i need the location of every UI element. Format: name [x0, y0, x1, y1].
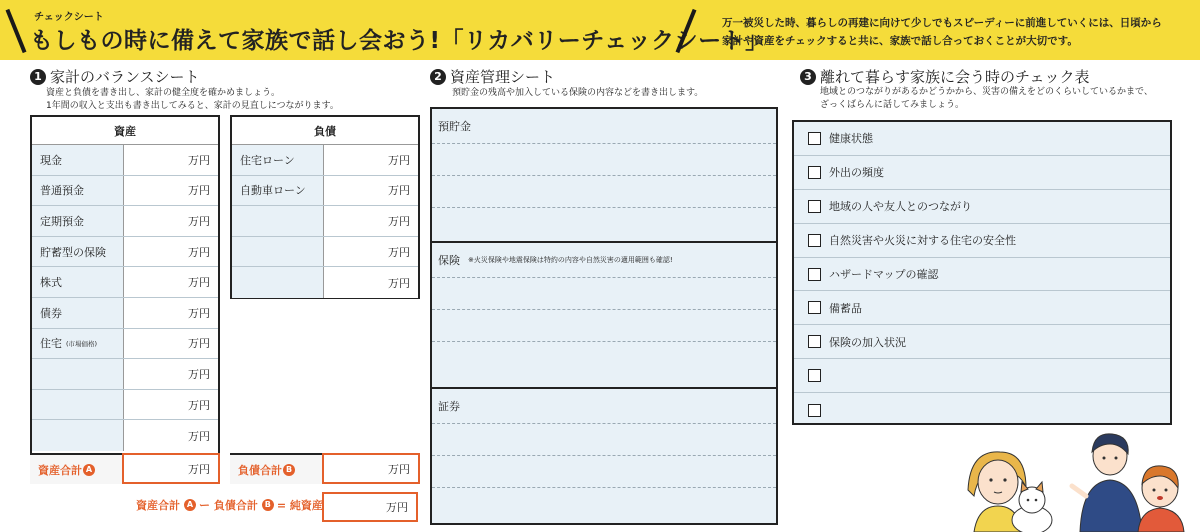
assets-row [32, 420, 218, 451]
header-slash-left [6, 9, 27, 53]
checklist-item [794, 156, 1170, 190]
assets-row-value-field[interactable]: 万円 [124, 206, 218, 236]
asset-block [432, 243, 776, 389]
assets-row-value-field[interactable]: 万円 [124, 298, 218, 328]
checklist-rows [794, 122, 1170, 427]
assets-row-label [32, 329, 124, 359]
header-desc-line1: 万一被災した時、暮らしの再建に向けて少しでもスピーディーに前進していくには、日頃から [722, 17, 1162, 29]
section2-description: 預貯金の残高や加入している保険の内容などを書き出します。 [452, 88, 704, 98]
assets-row-label-text: 普通預金 [40, 184, 84, 198]
section1-number: 1 [30, 69, 46, 85]
section3-title-text: 離れて暮らす家族に会う時のチェック表 [820, 68, 1090, 86]
liabilities-row [232, 206, 418, 237]
asset-write-line[interactable] [432, 487, 776, 519]
assets-row [32, 145, 218, 176]
section3-desc-line2: ざっくばらんに話してみましょう。 [820, 100, 965, 110]
child-figure [1138, 466, 1184, 532]
family-illustration [960, 430, 1200, 532]
assets-total-row [30, 453, 220, 484]
asset-block-label [432, 243, 776, 277]
assets-row-value-field[interactable]: 万円 [124, 237, 218, 267]
assets-row-value-field[interactable]: 万円 [124, 145, 218, 175]
assets-row [32, 359, 218, 390]
checklist-item [794, 122, 1170, 156]
assets-row-label [32, 420, 124, 451]
net-assets-formula [136, 497, 323, 513]
asset-write-line[interactable] [432, 341, 776, 373]
section2-title [430, 66, 555, 87]
asset-blocks [432, 109, 776, 523]
badge-a: A [83, 464, 95, 476]
assets-row-label-text: 現金 [40, 153, 62, 167]
section1-title [30, 66, 200, 87]
checkbox[interactable] [808, 132, 821, 145]
man-figure [1072, 434, 1142, 532]
assets-row [32, 206, 218, 237]
assets-row [32, 329, 218, 360]
checkbox[interactable] [808, 404, 821, 417]
assets-row-label [32, 267, 124, 297]
assets-row-label [32, 176, 124, 206]
assets-total-label [30, 453, 122, 484]
assets-total-text: 資産合計 [38, 463, 82, 477]
header-banner [0, 0, 1200, 60]
checklist-item [794, 393, 1170, 427]
liabilities-rows [232, 145, 418, 298]
asset-block-title: 証券 [438, 400, 460, 413]
assets-row-value-field[interactable]: 万円 [124, 390, 218, 420]
liabilities-row-label [232, 237, 324, 267]
asset-write-line[interactable] [432, 423, 776, 455]
checklist-item [794, 258, 1170, 292]
checklist-item-label: 保険の加入状況 [829, 335, 906, 349]
liabilities-row-label: 自動車ローン [232, 176, 324, 206]
assets-rows [32, 145, 218, 451]
section3-title [800, 66, 1090, 87]
liabilities-total-text: 負債合計 [238, 463, 282, 477]
checkbox[interactable] [808, 268, 821, 281]
assets-row [32, 390, 218, 421]
header-kicker: チェックシート [34, 12, 104, 23]
asset-block-title: 保険 [438, 254, 460, 267]
assets-row-value-field[interactable]: 万円 [124, 359, 218, 389]
liabilities-row [232, 237, 418, 268]
section3-description [820, 86, 1153, 112]
asset-write-line[interactable] [432, 207, 776, 239]
checklist-item [794, 325, 1170, 359]
assets-row [32, 267, 218, 298]
page-title: もしもの時に備えて家族で話し会おう!「リカバリーチェックシート」 [30, 28, 769, 54]
checklist-item [794, 291, 1170, 325]
asset-write-line[interactable] [432, 277, 776, 309]
section1-desc-line2: 1年間の収入と支出も書き出してみると、家計の見直しにつながります。 [46, 101, 339, 111]
assets-row-label [32, 359, 124, 389]
checklist-item-label: 備蓄品 [829, 301, 862, 315]
checklist-item-label: 自然災害や火災に対する住宅の安全性 [829, 234, 1016, 248]
formula-assets: 資産合計 [136, 499, 180, 512]
liabilities-table-header: 負債 [232, 117, 418, 145]
assets-row-label [32, 145, 124, 175]
liabilities-row [232, 267, 418, 298]
assets-row-value-field[interactable]: 万円 [124, 267, 218, 297]
formula-minus: ー 負債合計 [199, 499, 258, 512]
assets-row [32, 237, 218, 268]
assets-total-field[interactable]: 万円 [122, 453, 220, 484]
formula-equals: = 純資産 [276, 499, 323, 512]
asset-block [432, 109, 776, 243]
assets-row-label [32, 390, 124, 420]
section3-desc-line1: 地域とのつながりがあるかどうかから、災害の備えをどのくらいしているかまで、 [820, 87, 1153, 97]
assets-row [32, 298, 218, 329]
asset-management-sheet [430, 107, 778, 525]
checklist-item-label: 地域の人や友人とのつながり [829, 200, 972, 214]
cat-figure [1012, 482, 1052, 532]
liabilities-row-label [232, 267, 324, 298]
liabilities-total-field[interactable]: 万円 [322, 453, 420, 484]
checkbox[interactable] [808, 369, 821, 382]
asset-write-line[interactable] [432, 309, 776, 341]
asset-block-label [432, 109, 776, 143]
section1-title-text: 家計のバランスシート [50, 68, 200, 86]
section3-number: 3 [800, 69, 816, 85]
asset-block-note: ※火災保険や地震保険は特約の内容や自然災害の適用範囲も確認! [468, 256, 673, 264]
liabilities-row-value-field[interactable]: 万円 [324, 206, 418, 236]
asset-write-line[interactable] [432, 455, 776, 487]
assets-table [30, 115, 220, 455]
assets-row-label [32, 237, 124, 267]
header-description [722, 14, 1192, 50]
liabilities-row-value-field[interactable]: 万円 [324, 145, 418, 175]
section1-desc-line1: 資産と負債を書き出し、家計の健全度を確かめましょう。 [46, 88, 281, 98]
assets-row [32, 176, 218, 207]
family-checklist [792, 120, 1172, 425]
badge-b: B [283, 464, 295, 476]
liabilities-row [232, 176, 418, 207]
checklist-item-label: 健康状態 [829, 132, 873, 146]
asset-block-label [432, 389, 776, 423]
assets-row-label-text: 債券 [40, 306, 62, 320]
liabilities-total-row [230, 453, 420, 484]
assets-row-note: (市場価格) [66, 339, 98, 348]
assets-row-label [32, 206, 124, 236]
section2-title-text: 資産管理シート [450, 68, 556, 86]
liabilities-row-label [232, 206, 324, 236]
asset-block-title: 預貯金 [438, 120, 471, 133]
assets-row-label-text: 住宅 [40, 337, 62, 351]
checklist-item [794, 224, 1170, 258]
liabilities-row-value-field[interactable]: 万円 [324, 267, 418, 298]
checkbox[interactable] [808, 301, 821, 314]
assets-row-label-text: 貯蓄型の保険 [40, 245, 106, 259]
asset-write-line[interactable] [432, 175, 776, 207]
section2-number: 2 [430, 69, 446, 85]
formula-badge-a: A [184, 499, 196, 511]
checklist-item-label: ハザードマップの確認 [829, 268, 939, 281]
liabilities-row-label: 住宅ローン [232, 145, 324, 175]
assets-row-label-text: 定期預金 [40, 214, 84, 228]
assets-row-value-field[interactable]: 万円 [124, 329, 218, 359]
liabilities-row [232, 145, 418, 176]
assets-row-value-field[interactable]: 万円 [124, 176, 218, 206]
checklist-item-label: 外出の頻度 [829, 166, 884, 180]
checklist-item [794, 359, 1170, 393]
asset-write-line[interactable] [432, 143, 776, 175]
checkbox[interactable] [808, 200, 821, 213]
checkbox[interactable] [808, 166, 821, 179]
assets-table-header: 資産 [32, 117, 218, 145]
assets-row-value-field[interactable]: 万円 [124, 420, 218, 451]
asset-block [432, 389, 776, 523]
net-assets-field[interactable]: 万円 [322, 492, 418, 522]
checkbox[interactable] [808, 335, 821, 348]
assets-row-label-text: 株式 [40, 276, 62, 290]
formula-badge-b: B [262, 499, 274, 511]
header-desc-line2: 家計や資産をチェックすると共に、家族で話し合っておくことが大切です。 [722, 35, 1078, 47]
liabilities-table [230, 115, 420, 299]
liabilities-row-value-field[interactable]: 万円 [324, 237, 418, 267]
liabilities-row-value-field[interactable]: 万円 [324, 176, 418, 206]
checklist-item [794, 190, 1170, 224]
assets-row-label [32, 298, 124, 328]
checkbox[interactable] [808, 234, 821, 247]
liabilities-total-label [230, 453, 322, 484]
section1-description [46, 87, 339, 113]
